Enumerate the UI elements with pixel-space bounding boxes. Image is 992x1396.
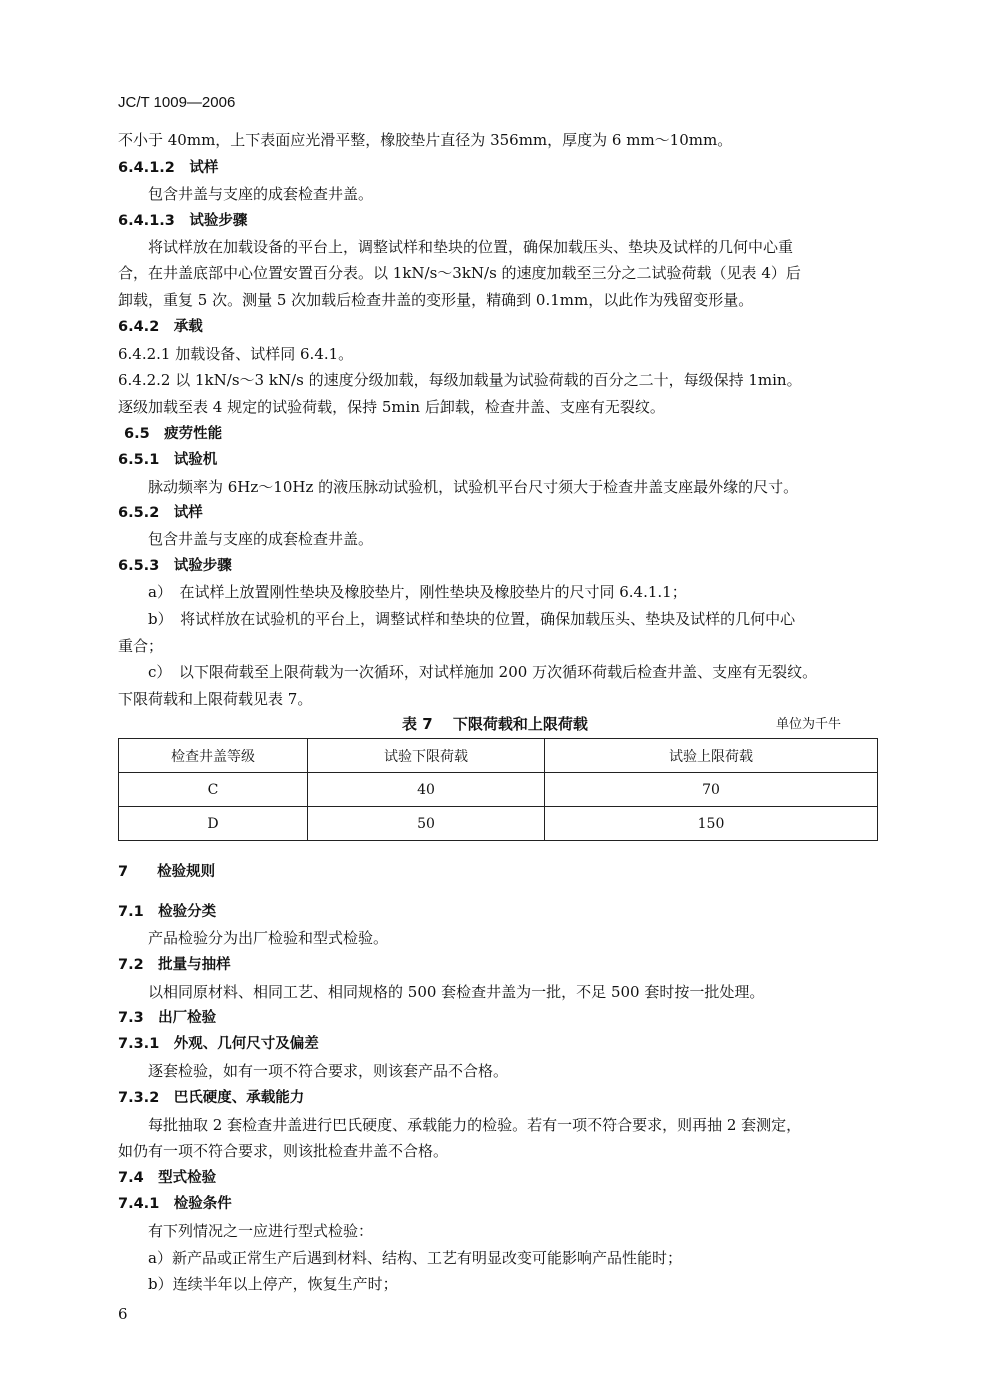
text-line: 重合； [118,637,164,655]
page-number: 6 [118,1305,128,1323]
text-line: 如仍有一项不符合要求，则该批检查井盖不合格。 [118,1142,449,1160]
text-line: 每批抽取 2 套检查井盖进行巴氏硬度、承载能力的检验。若有一项不符合要求，则再抽 2 套测定， [148,1116,802,1134]
table-cell: C [119,773,308,807]
heading-7-3: 7.3 出厂检验 [118,1010,217,1026]
table-header-cell: 试验下限荷载 [308,739,545,773]
text-line: 逐套检验，如有一项不符合要求，则该套产品不合格。 [148,1062,509,1080]
heading-7: 7 检验规则 [118,864,216,880]
text-line: 以相同原材料、相同工艺、相同规格的 500 套检查井盖为一批，不足 500 套时按一批处理。 [148,983,765,1001]
table-cell: D [119,807,308,841]
table-cell: 150 [545,807,878,841]
heading-6-4-1-2: 6.4.1.2 试样 [118,160,219,176]
text-line: 6.4.2.1 加载设备、试样同 6.4.1。 [118,345,354,363]
table-row [119,807,878,841]
heading-7-4-1: 7.4.1 检验条件 [118,1196,232,1212]
table-row [119,773,878,807]
heading-7-3-1: 7.3.1 外观、几何尺寸及偏差 [118,1036,319,1052]
document-code: JC/T 1009—2006 [118,94,236,111]
text-line: 下限荷载和上限荷载见表 7。 [118,690,313,708]
table-cell: 50 [308,807,545,841]
table-unit: 单位为千牛 [776,717,842,732]
table-cell: 40 [308,773,545,807]
table-caption: 表 7 下限荷载和上限荷载 [402,715,588,733]
list-item-c: c） 以下限荷载至上限荷载为一次循环，对试样施加 200 万次循环荷载后检查井盖、支座有无裂纹。 [148,663,818,681]
list-item-a: a）新产品或正常生产后遇到材料、结构、工艺有明显改变可能影响产品性能时； [148,1249,682,1267]
text-line: 包含井盖与支座的成套检查井盖。 [148,530,374,548]
load-table [118,738,878,841]
heading-7-3-2: 7.3.2 巴氏硬度、承载能力 [118,1090,305,1106]
heading-7-4: 7.4 型式检验 [118,1170,217,1186]
table-header-cell: 试验上限荷载 [545,739,878,773]
text-line: 卸载，重复 5 次。测量 5 次加载后检查井盖的变形量，精确到 0.1mm，以此作为残留变形量。 [118,291,754,309]
heading-7-2: 7.2 批量与抽样 [118,957,231,973]
text-line: 将试样放在加载设备的平台上，调整试样和垫块的位置，确保加载压头、垫块及试样的几何中心重 [148,238,794,256]
heading-6-4-1-3: 6.4.1.3 试验步骤 [118,213,248,229]
heading-6-5-2: 6.5.2 试样 [118,505,203,521]
text-line: 6.4.2.2 以 1kN/s～3 kN/s 的速度分级加载，每级加载量为试验荷载的百分之二十，每级保持 1min。 [118,371,802,389]
text-line: 有下列情况之一应进行型式检验： [148,1222,374,1240]
heading-6-5-1: 6.5.1 试验机 [118,452,218,468]
table-header-row [119,739,878,773]
heading-6-5: 6.5 疲劳性能 [124,426,223,442]
text-line: 逐级加载至表 4 规定的试验荷载，保持 5min 后卸载，检查井盖、支座有无裂纹。 [118,398,665,416]
list-item-b: b）连续半年以上停产，恢复生产时； [148,1275,398,1293]
text-line: 合，在井盖底部中心位置安置百分表。以 1kN/s～3kN/s 的速度加载至三分之二试验荷载（见表 4）后 [118,264,801,282]
list-item-b: b） 将试样放在试验机的平台上，调整试样和垫块的位置，确保加载压头、垫块及试样的几何中心 [148,610,796,628]
table-cell: 70 [545,773,878,807]
heading-6-4-2: 6.4.2 承载 [118,319,203,335]
heading-6-5-3: 6.5.3 试验步骤 [118,558,232,574]
text-line: 脉动频率为 6Hz～10Hz 的液压脉动试验机，试验机平台尺寸须大于检查井盖支座最外缘的尺寸。 [148,478,799,496]
text-line: 不小于 40mm，上下表面应光滑平整，橡胶垫片直径为 356mm，厚度为 6 mm～10mm。 [118,131,733,149]
heading-7-1: 7.1 检验分类 [118,904,217,920]
text-line: 包含井盖与支座的成套检查井盖。 [148,185,374,203]
table-header-cell: 检查井盖等级 [119,739,308,773]
text-line: 产品检验分为出厂检验和型式检验。 [148,929,389,947]
list-item-a: a） 在试样上放置刚性垫块及橡胶垫片，刚性垫块及橡胶垫片的尺寸同 6.4.1.1； [148,583,687,601]
